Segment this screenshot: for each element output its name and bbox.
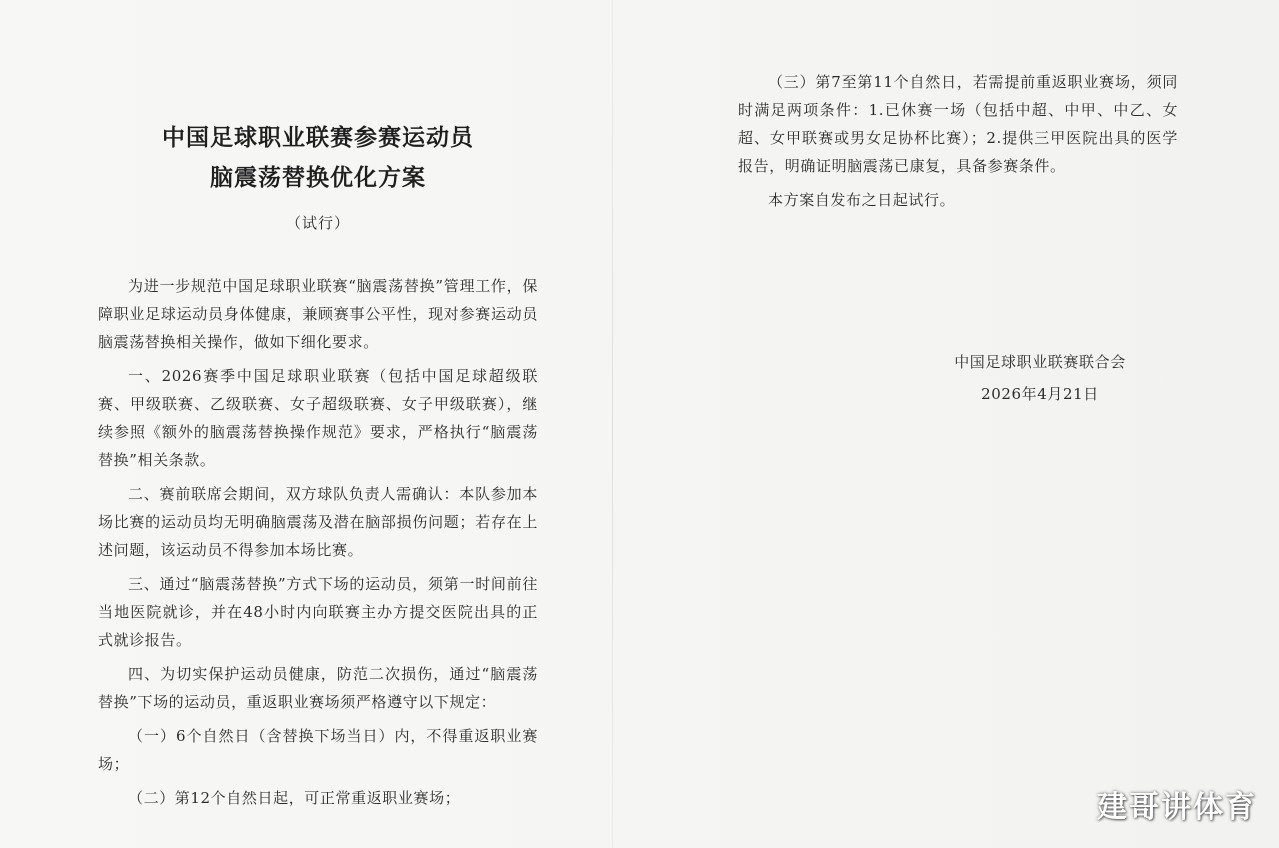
paragraph-item-4: 四、为切实保护运动员健康，防范二次损伤，通过“脑震荡替换”下场的运动员，重返职业赛场须严格遵守以下规定： [98, 665, 538, 711]
signature-date: 2026年4月21日 [981, 385, 1099, 403]
right-column [738, 68, 1178, 220]
paragraph-item-1: 一、2026赛季中国足球职业联赛（包括中国足球超级联赛、甲级联赛、乙级联赛、女子超级联赛、女子甲级联赛），继续参照《额外的脑震荡替换操作规范》要求，严格执行“脑震荡替换”相关条款。 [98, 367, 538, 469]
paragraph-subitem-1: （一）6个自然日（含替换下场当日）内，不得重返职业赛场； [98, 727, 538, 773]
signature-block [920, 346, 1160, 410]
paragraph-effective: 本方案自发布之日起试行。 [768, 191, 956, 209]
document-title [98, 118, 538, 198]
paragraph-subitem-3: （三）第7至第11个自然日，若需提前重返职业赛场，须同时满足两项条件：1.已休赛一场（包括中超、中甲、中乙、女超、女甲联赛或男女足协杯比赛）；2.提供三甲医院出具的医学报告，明确证明脑震荡已康复，具备参赛条件。 [738, 73, 1178, 175]
left-column [98, 118, 538, 818]
title-line-1: 中国足球职业联赛参赛运动员 [162, 125, 474, 151]
paragraph-item-2: 二、赛前联席会期间，双方球队负责人需确认：本队参加本场比赛的运动员均无明确脑震荡及潜在脑部损伤问题；若存在上述问题，该运动员不得参加本场比赛。 [98, 485, 538, 559]
watermark-text: 建哥讲体育 [1097, 790, 1257, 825]
document-subtitle: （试行） [285, 214, 350, 232]
left-body [98, 272, 538, 812]
paragraph-item-3: 三、通过“脑震荡替换”方式下场的运动员，须第一时间前往当地医院就诊，并在48小时内向联赛主办方提交医院出具的正式就诊报告。 [98, 575, 538, 649]
paragraph-intro: 为进一步规范中国足球职业联赛“脑震荡替换”管理工作，保障职业足球运动员身体健康，兼顾赛事公平性，现对参赛运动员脑震荡替换相关操作，做如下细化要求。 [98, 277, 538, 351]
title-line-2: 脑震荡替换优化方案 [210, 165, 426, 191]
signature-organization: 中国足球职业联赛联合会 [954, 353, 1126, 371]
page-divider [612, 0, 613, 848]
paragraph-subitem-2: （二）第12个自然日起，可正常重返职业赛场； [128, 789, 461, 807]
